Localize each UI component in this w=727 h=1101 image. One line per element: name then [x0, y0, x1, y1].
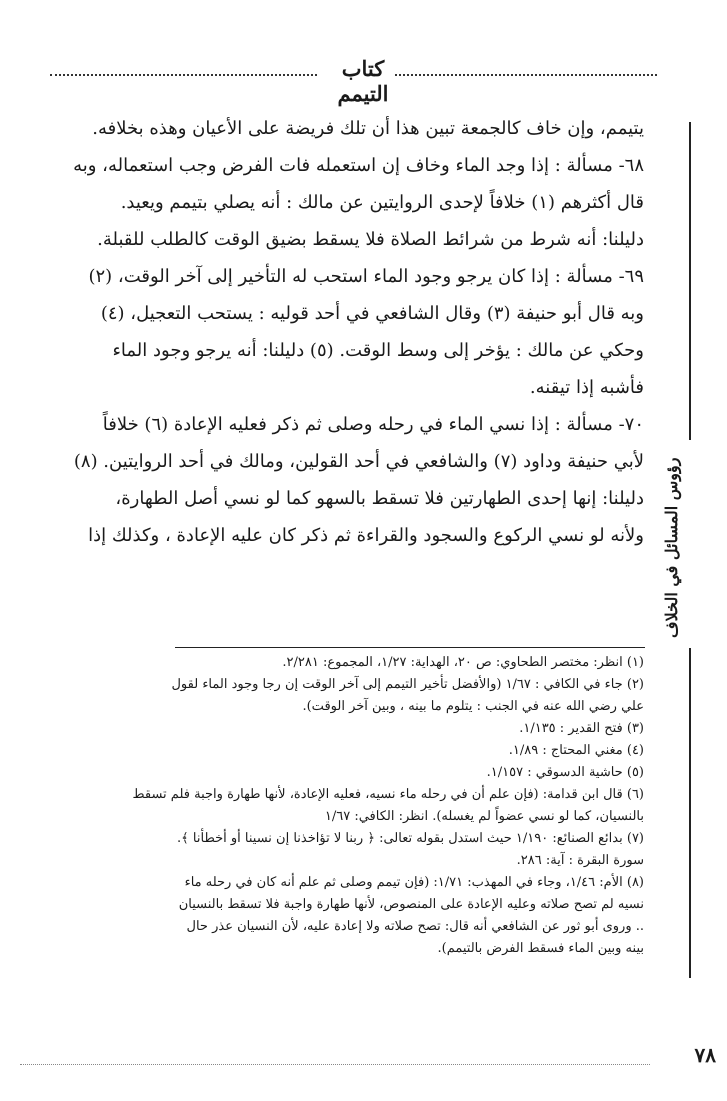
- header-dotted-rule-left: [50, 74, 317, 76]
- body-line-4: دليلنا: أنه شرط من شرائط الصلاة فلا يسقط بضيق الوقت كالطلب للقبلة.: [97, 229, 644, 250]
- footnote-line: (٦) قال ابن قدامة: (فإن علم أن في رحله ماء نسيه، فعليه الإعادة، لأنها طهارة واجبة فلم تسقط: [132, 787, 644, 802]
- footnote-separator: [175, 647, 645, 648]
- main-text: [20, 110, 644, 554]
- header-dotted-rule-right: [395, 74, 657, 76]
- sidebar-rule-bottom: [689, 648, 691, 978]
- body-line-11: دليلنا: إنها إحدى الطهارتين فلا تسقط بالسهو كما لو نسي أصل الطهارة،: [115, 488, 644, 509]
- body-line-12: ولأنه لو نسي الركوع والسجود والقراءة ثم ذكر كان عليه الإعادة ، وكذلك إذا: [88, 525, 644, 546]
- bottom-dotted-rule: [20, 1064, 650, 1065]
- footnote-line: علي رضي الله عنه في الجنب : يتلوم ما بينه ، وبين آخر الوقت).: [302, 699, 644, 714]
- body-line-1: يتيمم، وإن خاف كالجمعة تبين هذا أن تلك فريضة على الأعيان وهذه بخلافه.: [92, 118, 644, 139]
- footnote-line: سورة البقرة : آية: ٢٨٦.: [516, 853, 644, 868]
- body-line-8: فأشبه إذا تيقنه.: [529, 377, 644, 398]
- body-line-10: لأبي حنيفة وداود (٧) والشافعي في أحد القولين، ومالك في أحد الروايتين. (٨): [73, 451, 644, 472]
- footnote-line: (١) انظر: مختصر الطحاوي: ص ٢٠، الهداية: ١/٢٧، المجموع: ٢/٢٨١.: [282, 655, 644, 670]
- issue-69-line: ٦٩- مسألة : إذا كان يرجو وجود الماء استحب له التأخير إلى آخر الوقت، (٢): [88, 266, 644, 287]
- body-line-7: وحكي عن مالك : يؤخر إلى وسط الوقت. (٥) دليلنا: أنه يرجو وجود الماء: [112, 340, 644, 361]
- sidebar-rule-top: [689, 122, 691, 440]
- footnote-line: بالنسيان، كما لو نسي عضواً لم يغسله). انظر: الكافي: ١/٦٧: [324, 809, 644, 824]
- issue-70-line: ٧٠- مسألة : إذا نسي الماء في رحله وصلى ثم ذكر فعليه الإعادة (٦) خلافاً: [102, 414, 644, 435]
- body-line-3: قال أكثرهم (١) خلافاً لإحدى الروايتين عن مالك : أنه يصلي بتيمم ويعيد.: [120, 192, 644, 213]
- sidebar-running-title: رؤوس المسائل في الخلاف: [662, 458, 681, 638]
- page-number: ٧٨: [694, 1043, 716, 1067]
- footnote-line: (٣) فتح القدير : ١/١٣٥.: [519, 721, 644, 736]
- footnote-line: (٥) حاشية الدسوقي : ١/١٥٧.: [486, 765, 644, 780]
- footnote-line: (٢) جاء في الكافي : ١/٦٧ (والأفضل تأخير التيمم إلى آخر الوقت إن رجا وجود الماء لقول: [171, 677, 644, 692]
- footnotes: [20, 652, 644, 960]
- footnote-line: بينه وبين الماء فسقط الفرض بالتيمم).: [437, 941, 644, 956]
- chapter-title: كتاب التيمم: [337, 56, 389, 106]
- footnote-line: .. وروى أبو ثور عن الشافعي أنه قال: تصح صلاته ولا إعادة عليه، لأن النسيان عذر حال: [186, 919, 644, 934]
- issue-68-line: ٦٨- مسألة : إذا وجد الماء وخاف إن استعمله فات الفرض وجب استعماله، وبه: [73, 155, 644, 176]
- footnote-line: (٨) الأم: ١/٤٦، وجاء في المهذب: ١/٧١: (فإن تيمم وصلى ثم علم أنه كان في رحله ماء: [184, 875, 644, 890]
- body-line-6: وبه قال أبو حنيفة (٣) وقال الشافعي في أحد قوليه : يستحب التعجيل، (٤): [100, 303, 644, 324]
- footnote-line: (٤) مغني المحتاج : ١/٨٩.: [508, 743, 644, 758]
- footnote-line: نسيه لم تصح صلاته وعليه الإعادة على المنصوص، لأنها طهارة واجبة فلا تسقط بالنسيان: [178, 897, 644, 912]
- running-header: [0, 56, 727, 106]
- footnote-line: (٧) بدائع الصنائع: ١/١٩٠ حيث استدل بقوله تعالى: ﴿ ربنا لا تؤاخذنا إن نسينا أو أخطأنا ﴾.: [177, 831, 644, 846]
